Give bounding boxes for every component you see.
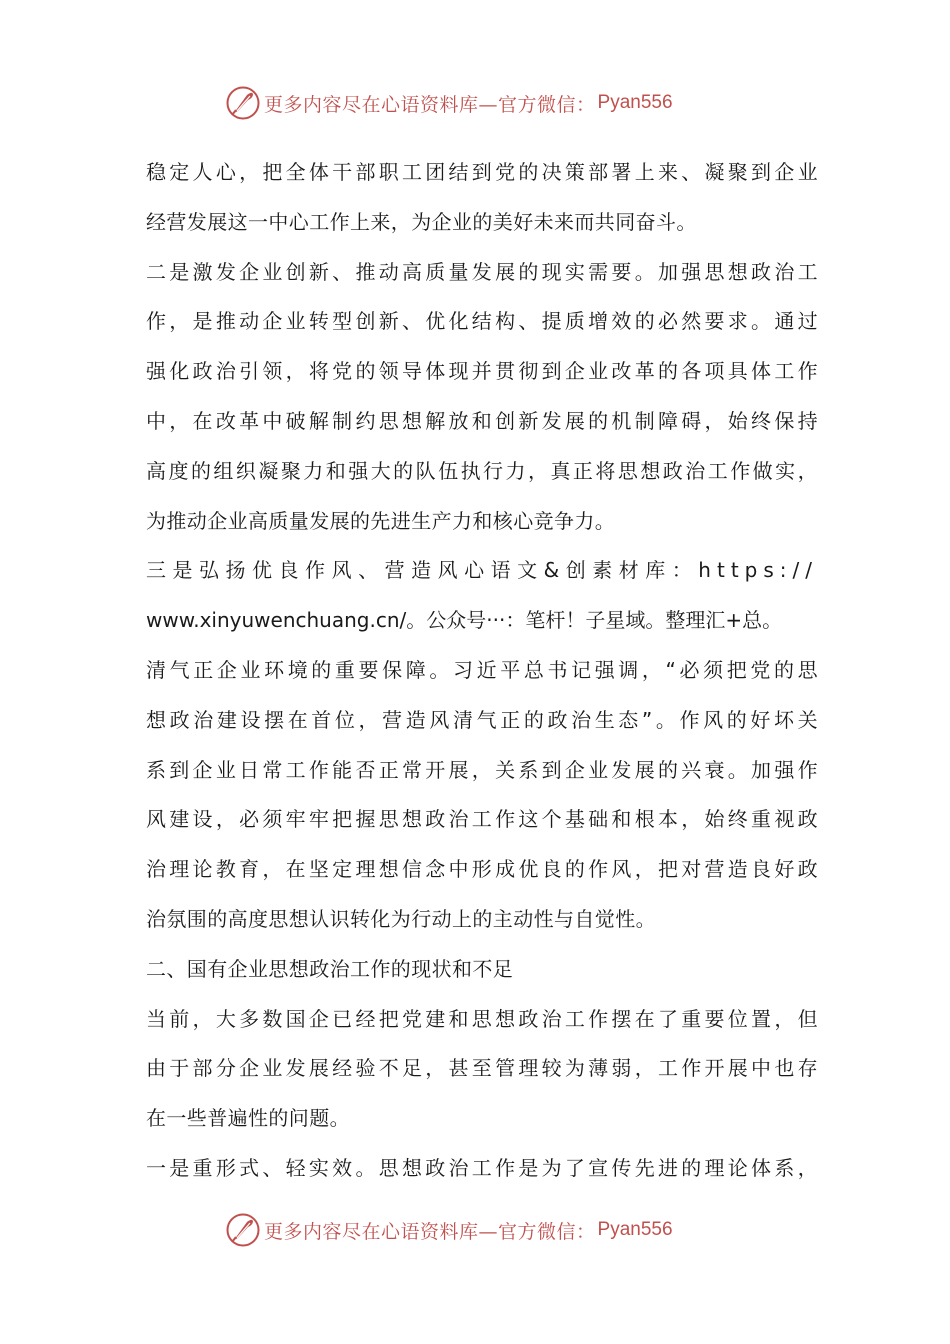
text-line: 想政治建设摆在首位，营造风清气正的政治生态”。作风的好坏关 bbox=[146, 707, 818, 732]
text-line: 高度的组织凝聚力和强大的队伍执行力，真正将思想政治工作做实， bbox=[146, 458, 818, 483]
text-line: 强化政治引领，将党的领导体现并贯彻到企业改革的各项具体工作 bbox=[146, 359, 818, 384]
text-line: 为推动企业高质量发展的先进生产力和核心竞争力。 bbox=[146, 508, 616, 533]
banner-text: 更多内容尽在心语资料库—官方微信： bbox=[264, 1220, 596, 1243]
text-line: www.xinyuwenchuang.cn/。公众号···：笔杆！子星域。整理汇+总。 bbox=[146, 608, 783, 633]
quill-logo-icon bbox=[226, 1213, 260, 1247]
text-line: 治氛围的高度思想认识转化为行动上的主动性与自觉性。 bbox=[146, 906, 656, 931]
text-line: 一是重形式、轻实效。思想政治工作是为了宣传先进的理论体系， bbox=[146, 1155, 818, 1180]
text-line: 当前，大多数国企已经把党建和思想政治工作摆在了重要位置，但 bbox=[146, 1006, 818, 1031]
wechat-id: Pyan556 bbox=[597, 92, 673, 113]
text-line: 风建设，必须牢牢把握思想政治工作这个基础和根本，始终重视政 bbox=[146, 807, 818, 832]
text-line: 三是弘扬优良作风、营造风心语文&创素材库：https:// bbox=[146, 558, 818, 583]
text-line: 在一些普遍性的问题。 bbox=[146, 1106, 350, 1131]
text-line: 稳定人心，把全体干部职工团结到党的决策部署上来、凝聚到企业 bbox=[146, 160, 818, 184]
text-line: 治理论教育，在坚定理想信念中形成优良的作风，把对营造良好政 bbox=[146, 857, 818, 882]
section-heading: 二、国有企业思想政治工作的现状和不足 bbox=[146, 956, 514, 981]
text-line: 由于部分企业发展经验不足，甚至管理较为薄弱，工作开展中也存 bbox=[146, 1056, 818, 1081]
text-line: 二是激发企业创新、推动高质量发展的现实需要。加强思想政治工 bbox=[146, 259, 818, 284]
banner-text: 更多内容尽在心语资料库—官方微信： bbox=[264, 93, 596, 116]
text-line: 中，在改革中破解制约思想解放和创新发展的机制障碍，始终保持 bbox=[146, 408, 818, 433]
wechat-id: Pyan556 bbox=[597, 1219, 673, 1240]
text-line: 系到企业日常工作能否正常开展，关系到企业发展的兴衰。加强作 bbox=[146, 757, 818, 782]
text-line: 清气正企业环境的重要保障。习近平总书记强调，“必须把党的思 bbox=[146, 657, 818, 682]
text-line: 经营发展这一中心工作上来，为企业的美好未来而共同奋斗。 bbox=[146, 209, 697, 234]
text-line: 作，是推动企业转型创新、优化结构、提质增效的必然要求。通过 bbox=[146, 309, 818, 334]
quill-logo-icon bbox=[226, 86, 260, 120]
document-body bbox=[146, 148, 818, 1194]
header-banner bbox=[226, 85, 673, 121]
footer-banner bbox=[226, 1212, 673, 1248]
